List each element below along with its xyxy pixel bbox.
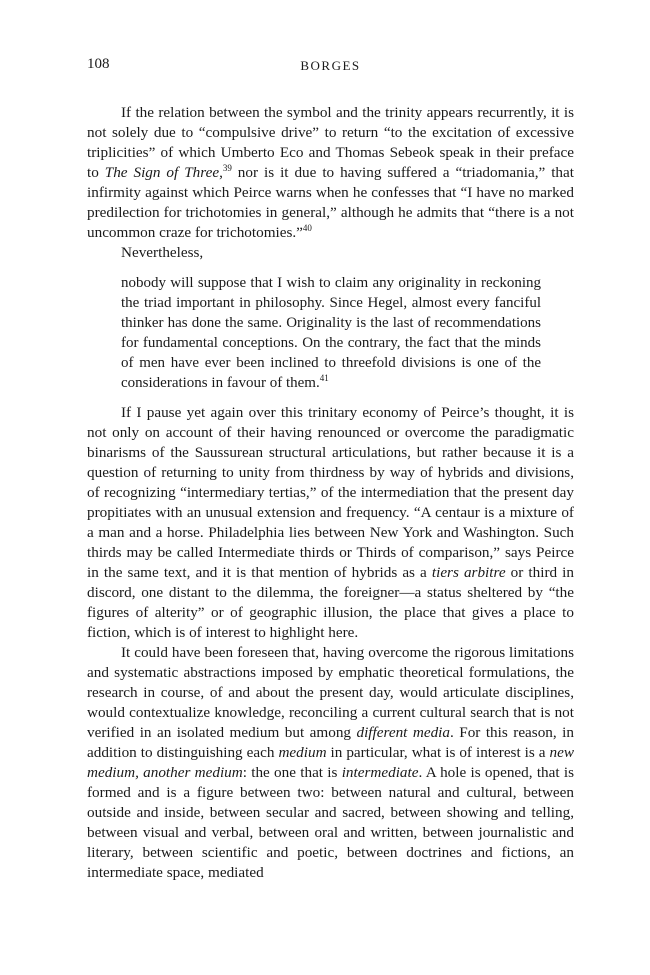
para4-text-1: It could have been foreseen that, having overcome the rigorous limitations and systematic abstractions imposed by emphatic theoretical formulations, the research in course, of and about the present day, would articulate disciplines, would contextualize knowledge, reconciling a current cultural search that is not verified in an isolated medium but among bbox=[87, 644, 574, 741]
para1-title-italic: The Sign of Three bbox=[104, 164, 220, 181]
paragraph-4 bbox=[87, 643, 574, 883]
para4-italic-2: medium bbox=[278, 744, 327, 761]
page-header bbox=[87, 56, 574, 80]
para4-italic-3: new medium, another medium bbox=[87, 744, 575, 781]
para3-text-2: or third in discord, one distant to the dilemma, the foreigner—a status sheltered by “the figures of alterity” or of geographic illusion, the place that gives a place to fiction, which is of interest to highlight here. bbox=[87, 564, 574, 641]
para4-text-4: : the one that is bbox=[242, 764, 342, 781]
para4-text-2: . For this reason, in addition to distinguishing each bbox=[87, 724, 574, 761]
page-body bbox=[87, 103, 574, 883]
para3-text-1: If I pause yet again over this trinitary economy of Peirce’s thought, it is not only on account of their having renounced or overcome the paradigmatic binarisms of the Saussurean structural articulations, but rather because it is a question of returning to unity from thirdness by way of hybrids and divisions, of recognizing “intermediary tertias,” of the intermediation that the present day propitiates with an unusual extension and frequency. “A centaur is a mixture of a man and a horse. Philadelphia lies between New York and Washington. Such thirds may be called Intermediate thirds or Thirds of comparison,” says Peirce in the same text, and it is that mention of hybrids as a bbox=[87, 404, 574, 581]
page-number: 108 bbox=[87, 56, 110, 72]
block-quote-text: nobody will suppose that I wish to claim any originality in reckoning the triad important in philosophy. Since Hegel, almost every fanciful thinker has done the same. Originality is the last of recommendations for fundamental conceptions. On the contrary, the fact that the minds of men have ever been inclined to threefold divisions is one of the considerations in favour of them. bbox=[121, 275, 541, 391]
para4-text-3: in particular, what is of interest is a bbox=[326, 744, 550, 761]
paragraph-1 bbox=[87, 103, 574, 243]
para1-text-3: nor is it due to having suffered a “triadomania,” that infirmity against which Peirce warns when he confesses that “I have no marked predilection for trichotomies in general,” although he admits that “there is a not uncommon craze for trichotomies.” bbox=[87, 164, 574, 241]
para1-text-2: , bbox=[219, 164, 223, 181]
footnote-ref-40: 40 bbox=[302, 222, 312, 233]
footnote-ref-41: 41 bbox=[319, 373, 329, 383]
footnote-ref-39: 39 bbox=[222, 162, 232, 173]
block-quote bbox=[121, 273, 541, 393]
para4-italic-1: different media bbox=[356, 724, 450, 741]
paragraph-2: Nevertheless, bbox=[121, 244, 204, 261]
para3-italic-1: tiers arbitre bbox=[431, 564, 506, 581]
paragraph-3 bbox=[87, 403, 574, 643]
para1-text-1: If the relation between the symbol and the trinity appears recurrently, it is not solely due to “compulsive drive” to return “to the excitation of excessive triplicities” of which Umberto Eco and Thomas Sebeok speak in their preface to bbox=[87, 104, 574, 181]
para4-italic-4: intermediate bbox=[341, 764, 419, 781]
running-head: BORGES bbox=[300, 58, 361, 73]
para4-text-5: . A hole is opened, that is formed and is a figure between two: between natural and cultural, between outside and inside, between secular and sacred, between showing and telling, between visual and verbal, between oral and written, between journalistic and literary, between scientific and poetic, between doctrines and fictions, an intermediate space, mediated bbox=[87, 764, 574, 881]
